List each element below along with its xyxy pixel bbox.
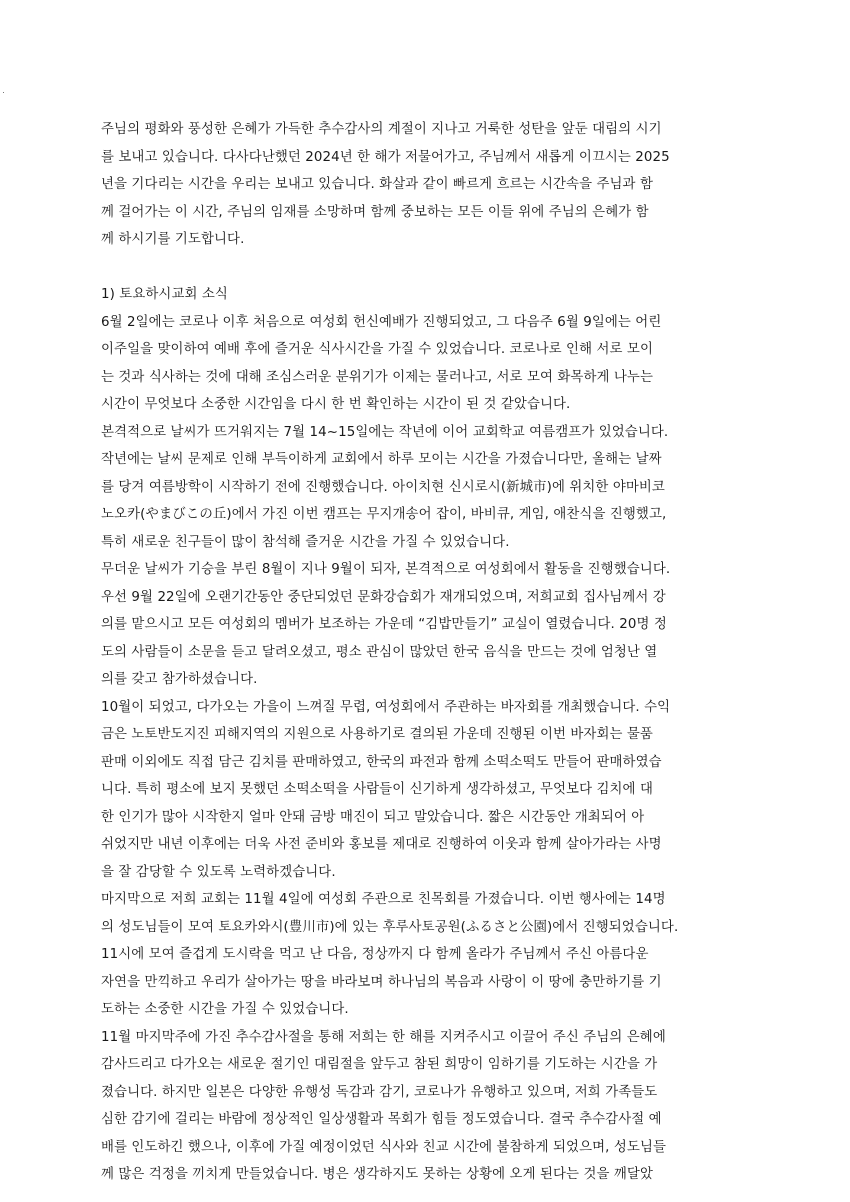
body-line: 이주일을 맞이하여 예배 후에 즐거운 식사시간을 가질 수 있었습니다. 코로나로 인해 서로 모이 [101,342,653,357]
body-line: 자연을 만끽하고 우리가 살아가는 땅을 바라보며 하나님의 복음과 사랑이 이 땅에 충만하기를 기 [101,974,662,990]
intro-line: 년을 기다리는 시간을 우리는 보내고 있습니다. 화살과 같이 빠르게 흐르는 시간속을 주님과 함 [101,177,653,192]
body-line: 한 인기가 많아 시작한지 얼마 안돼 금방 매진이 되고 말았습니다. 짧은 시간동안 개최되어 아 [101,809,645,825]
body-line: 니다. 특히 평소에 보지 못했던 소떡소떡을 사람들이 신기하게 생각하셨고, 무엇보다 김치에 대 [101,782,653,797]
body-line: 감사드리고 다가오는 새로운 절기인 대림절을 앞두고 참된 희망이 임하기를 기도하는 시간을 가 [101,1057,658,1072]
body-line: 께 많은 걱정을 끼치게 만들었습니다. 병은 생각하지도 못하는 상황에 오게 된다는 것을 깨달았 [101,1167,653,1182]
paragraph-gap [101,254,751,282]
body-line: 의를 갖고 참가하셨습니다. [101,672,258,687]
body-line: 을 잘 감당할 수 있도록 노력하겠습니다. [101,864,336,880]
body-line: 의 성도님들이 모여 토요카와시(豊川市)에 있는 후루사토공원(ふるさと公園)에서 진행되었습니다. [101,919,679,935]
intro-line: 께 하시기를 기도합니다. [101,232,245,247]
body-line: 배를 인도하긴 했으나, 이후에 가질 예정이었던 식사와 친교 시간에 불참하게 되었으며, 성도님들 [101,1139,667,1155]
body-line: 심한 감기에 걸리는 바람에 정상적인 일상생활과 목회가 힘들 정도였습니다. 결국 추수감사절 예 [101,1112,662,1127]
body-line: 시간이 무엇보다 소중한 시간임을 다시 한 번 확인하는 시간이 된 것 같았습니다. [101,397,571,412]
body-line: 는 것과 식사하는 것에 대해 조심스러운 분위기가 이제는 물러나고, 서로 모여 화목하게 나누는 [101,369,653,385]
body-line: 판매 이외에도 직접 담근 김치를 판매하였고, 한국의 파전과 함께 소떡소떡도 만들어 판매하였습 [101,754,662,770]
body-line: 쉬었지만 내년 이후에는 더욱 사전 준비와 홍보를 제대로 진행하여 이웃과 함께 살아가라는 사명 [101,837,662,852]
body-line: 11월 마지막주에 가진 추수감사절을 통해 저희는 한 해를 지켜주시고 이끌어 주신 주님의 은혜에 [101,1029,666,1045]
body-line: 본격적으로 날씨가 뜨거워지는 7월 14~15일에는 작년에 이어 교회학교 여름캠프가 있었습니다. [101,424,669,440]
scan-speck [3,92,4,93]
body-line: 도의 사람들이 소문을 듣고 달려오셨고, 평소 관심이 많았던 한국 음식을 만드는 것에 엄청난 열 [101,644,658,660]
body-line: 를 당겨 여름방학이 시작하기 전에 진행했습니다. 아이치현 신시로시(新城市)에 위치한 야마비코 [101,479,665,495]
intro-line: 께 걸어가는 이 시간, 주님의 임재를 소망하며 함께 중보하는 모든 이들 위에 주님의 은혜가 함 [101,204,649,220]
church-news-section [101,281,751,1189]
body-line: 우선 9월 22일에 오랜기간동안 중단되었던 문화강습회가 재개되었으며, 저희교회 집사님께서 강 [101,589,666,605]
body-line: 작년에는 날씨 문제로 인해 부득이하게 교회에서 하루 모이는 시간을 가졌습니다만, 올해는 날짜 [101,452,662,467]
body-line: 의를 맡으시고 모든 여성회의 멤버가 보조하는 가운데 “김밥만들기” 교실이 열렸습니다. 20명 정 [101,617,667,632]
body-line: 무더운 날씨가 기승을 부린 8월이 지나 9월이 되자, 본격적으로 여성회에서 활동을 진행했습니다. [101,562,671,577]
body-line: 6월 2일에는 코로나 이후 처음으로 여성회 헌신예배가 진행되었고, 그 다음주 6월 9일에는 어린 [101,314,662,330]
body-line: 10월이 되었고, 다가오는 가을이 느껴질 무렵, 여성회에서 주관하는 바자회를 개최했습니다. 수익 [101,699,671,715]
intro-paragraph [101,116,751,254]
body-line: 졌습니다. 하지만 일본은 다양한 유행성 독감과 감기, 코로나가 유행하고 있으며, 저희 가족들도 [101,1084,658,1100]
body-line: 특히 새로운 친구들이 많이 참석해 즐거운 시간을 가질 수 있었습니다. [101,534,510,550]
intro-line: 를 보내고 있습니다. 다사다난했던 2024년 한 해가 저물어가고, 주님께서 새롭게 이끄시는 2025 [101,149,670,165]
body-line: 11시에 모여 즐겁게 도시락을 먹고 난 다음, 정상까지 다 함께 올라가 주님께서 주신 아름다운 [101,947,649,962]
body-line: 마지막으로 저희 교회는 11월 4일에 여성회 주관으로 친목회를 가졌습니다. 이번 행사에는 14명 [101,892,666,907]
body-line: 도하는 소중한 시간을 가질 수 있었습니다. [101,1002,349,1017]
section-heading: 1) 토요하시교회 소식 [101,287,228,302]
letter-page [101,116,751,1189]
body-line: 노오카(やまびこの丘)에서 가진 이번 캠프는 무지개송어 잡이, 바비큐, 게임, 애찬식을 진행했고, [101,507,667,522]
body-line: 금은 노토반도지진 피해지역의 지원으로 사용하기로 결의된 가운데 진행된 이번 바자회는 물품 [101,727,653,742]
intro-line: 주님의 평화와 풍성한 은혜가 가득한 추수감사의 계절이 지나고 거룩한 성탄을 앞둔 대림의 시기 [101,122,662,137]
